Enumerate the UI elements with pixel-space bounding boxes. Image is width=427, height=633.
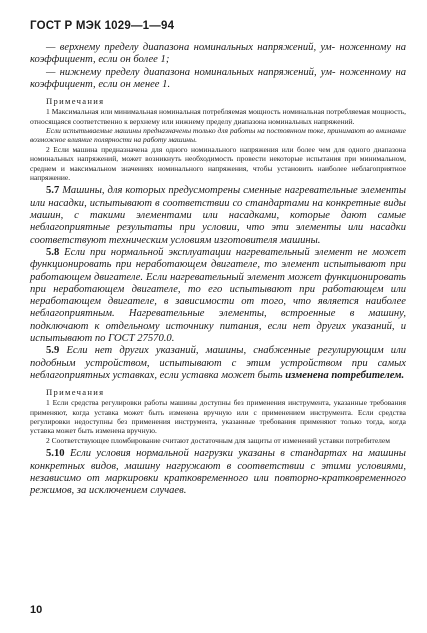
clause-text: Если условия нормальной нагрузки указаны в стандартах на машины конкретных видов, машину нагружают в соответствии с этими условиями, независимо от маркировки кратковременного или повторно-кратковременного режимов, за исключением случаев. (30, 448, 406, 497)
clause-text: Если при нормальной эксплуатации нагревательный элемент не может функционировать при неработающем двигателе, то элемент испытывают при работающем двигателе. Если нагревательный элемент может функционировать при неработающем двигателе, то его испытывают при работающем или неработающем двигателе, в зависимости от того, что является наиболее неблагоприятным. Нагревательные элементы, встроенные в машину, подключают к отдельному источнику питания, если нет других указаний, и испытывают по ГОСТ 27570.0. (30, 246, 406, 344)
clause-text: Если нет других указаний, машины, снабженные регулирующим или подобным устройством, испытывают с этим устройством при самых неблагоприятных уставках, если уставка может быть (30, 345, 406, 381)
clause-5-10 (30, 448, 406, 497)
clause-tail: изменена потребителем. (285, 369, 405, 381)
page-number: 10 (30, 604, 43, 616)
note-2: 2 Соответствующее пломбирование считают достаточным для защиты от изменений уставки потребителем (46, 435, 390, 445)
list-item: — нижнему пределу диапазона номинальных напряжений, ум- ноженному на коэффициент, если он менее 1. (30, 66, 406, 90)
clause-text: Машины, для которых предусмотрены сменные нагревательные элементы или насадки, испытывают в соответствии со стандартами на конкретные виды машин, с такими элементами или насадками, которые дают самые неблагоприятные результаты при условии, что эти элементы или насадки соответствуют техническим условиям изготовителя машины. (30, 185, 406, 246)
notes-heading: Примечания (46, 387, 105, 398)
clause-5-7 (30, 185, 406, 246)
note-1: 1 Если средства регулировки работы машины доступны без применения инструмента, указанные требования применяют, когда уставка может быть изменена вручную или с применением инструмента. Если средства регулировки недоступны без применения инструмента, указанные требования применяют только тогда, когда уставка может быть изменена вручную. (30, 398, 406, 436)
page-body (30, 42, 406, 497)
standard-header: ГОСТ Р МЭК 1029—1—94 (30, 20, 175, 32)
note-1-italic: Если испытываемые машины предназначены только для работы на постоянном токе, принимают во внимание возможное влияние полярности на работу машины. (30, 126, 406, 145)
clause-5-8 (30, 247, 406, 345)
note-2: 2 Если машина предназначена для одного номинального напряжения или более чем для одного диапазона номинальных напряжений, может возникнуть необходимость провести некоторые испытания при минимальном, среднем и максимальном значениях номинального напряжения, чтобы установить наиболее неблагоприятное напряжение. (30, 144, 406, 183)
note-1: 1 Максимальная или минимальная номинальная потребляемая мощность номинальная потребляемая мощность, относящаяся соответственно к верхнему или нижнему пределу диапазона номинальных напряжений. (30, 107, 406, 126)
clause-number: 5.10 (46, 448, 65, 460)
clause-number: 5.7 (46, 185, 60, 197)
list-item: — верхнему пределу диапазона номинальных напряжений, ум- ноженному на коэффициент, если он более 1; (30, 42, 406, 66)
notes-heading: Примечания (46, 96, 105, 107)
clause-number: 5.8 (46, 246, 60, 258)
clause-5-9 (30, 345, 406, 382)
clause-number: 5.9 (46, 345, 60, 357)
